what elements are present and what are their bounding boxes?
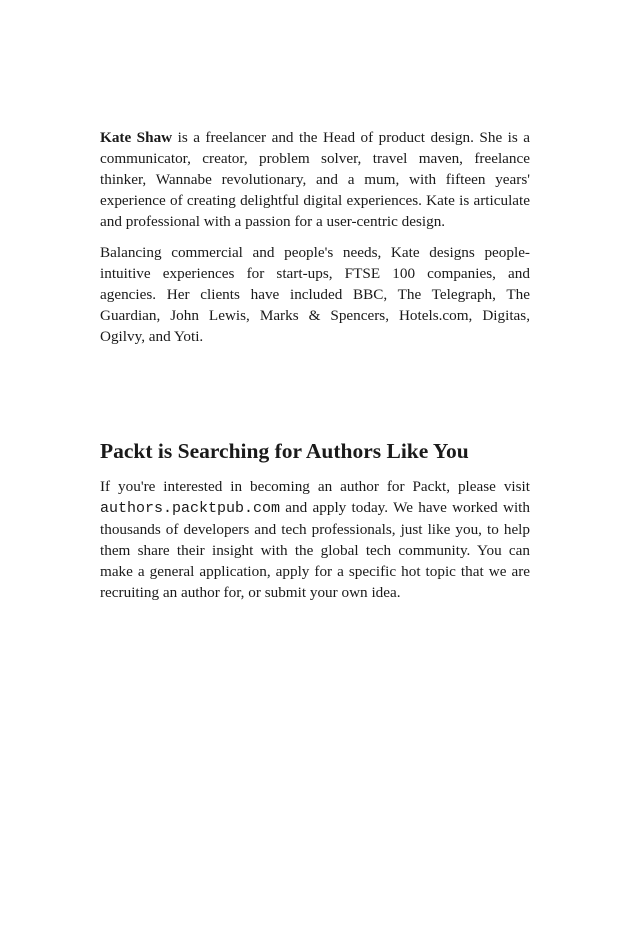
packt-authors-section xyxy=(100,436,530,613)
author-name: Kate Shaw xyxy=(100,129,173,146)
packt-text-after-link: and apply today. We have worked with thousands of developers and tech professionals, just like you, to help them share their insight with the global tech community. You can make a general application, apply for a specific hot topic that we are recruiting an author for, or submit your own idea. xyxy=(100,499,530,601)
packt-paragraph xyxy=(100,476,530,603)
packt-authors-link[interactable]: authors.packtpub.com xyxy=(100,500,281,517)
bio-paragraph-2: Balancing commercial and people's needs, Kate designs people-intuitive experiences for start-ups, FTSE 100 companies, and agencies. Her clients have included BBC, The Telegraph, The Guardian, John Lewis, Marks & Spencers, Hotels.com, Digitas, Ogilvy, and Yoti. xyxy=(100,244,530,345)
bio-paragraph-1-text: is a freelancer and the Head of product design. She is a communicator, creator, problem solver, travel maven, freelance thinker, Wannabe revolutionary, and a mum, with fifteen years' experience of creating delightful digital experiences. Kate is articulate and professional with a passion for a user-centric design. xyxy=(100,129,530,230)
packt-text-before-link: If you're interested in becoming an author for Packt, please visit xyxy=(100,478,530,495)
bio-paragraph-1 xyxy=(100,127,530,232)
author-bio-section xyxy=(100,127,530,357)
packt-heading: Packt is Searching for Authors Like You xyxy=(100,439,469,463)
